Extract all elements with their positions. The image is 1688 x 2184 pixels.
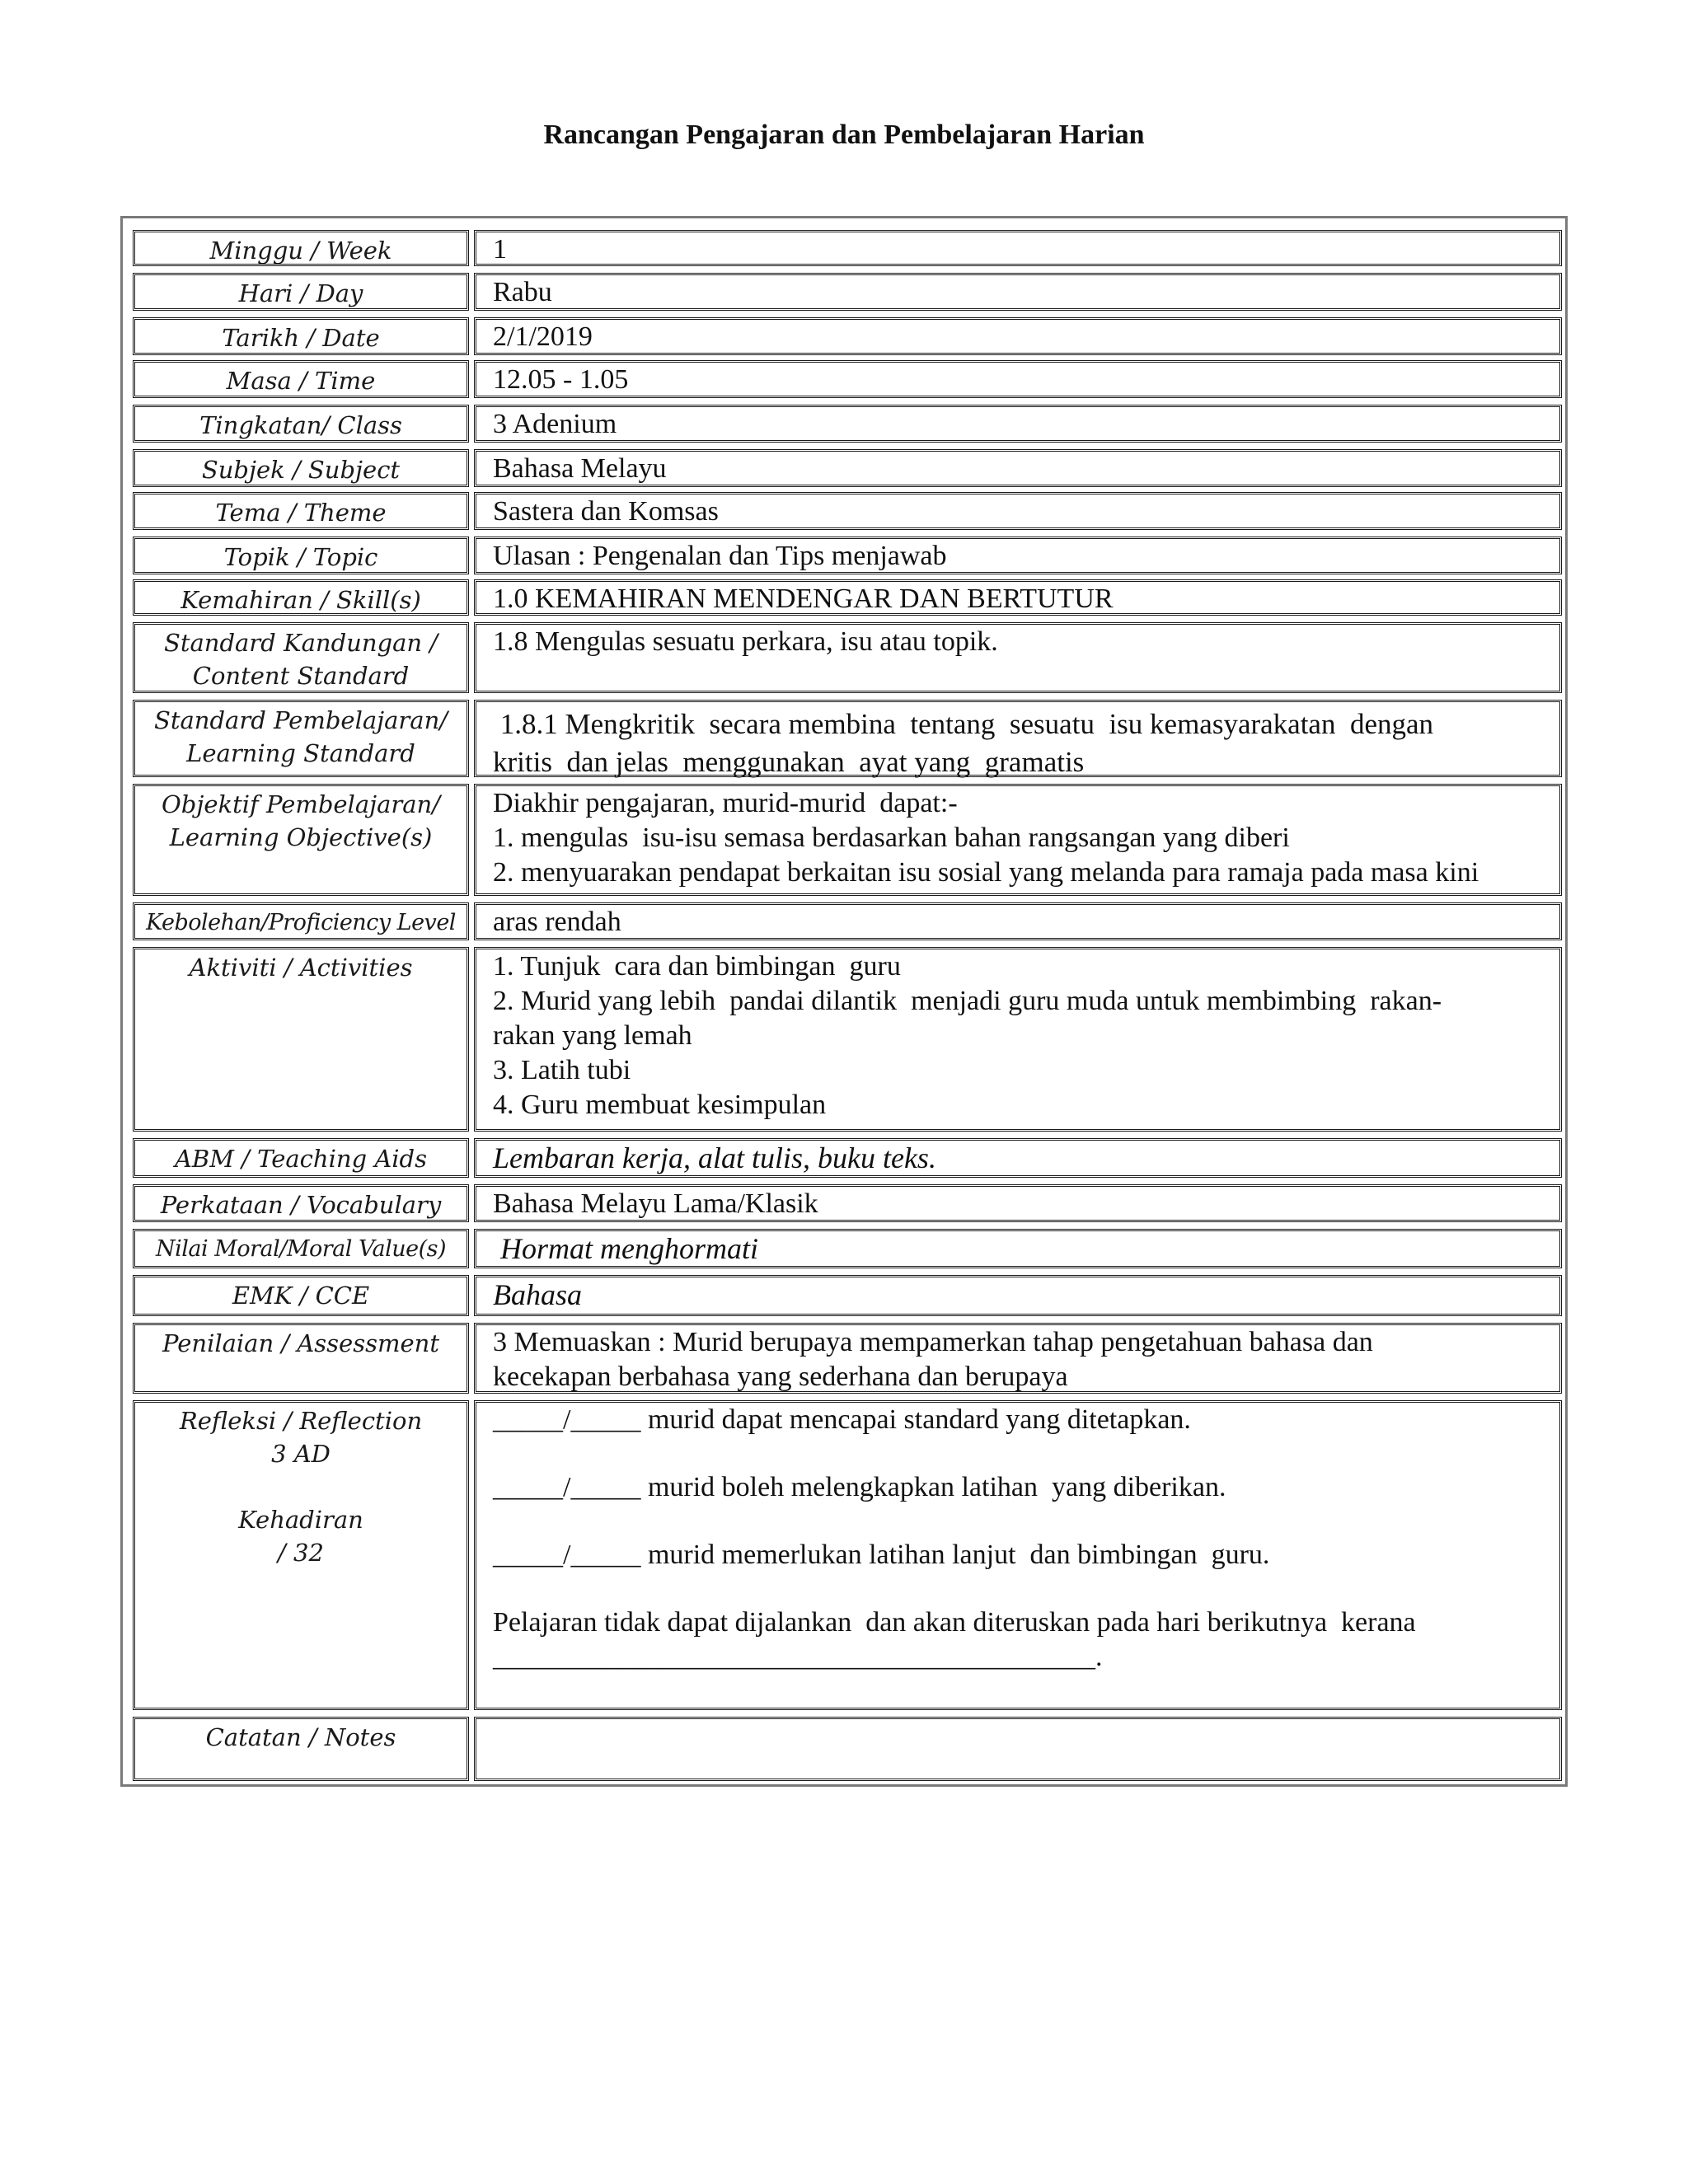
proficiency-label: Kebolehan/Proficiency Level — [133, 902, 469, 940]
reflection-line-5: ___________________________________________. — [493, 1642, 1103, 1672]
week-value: 1 — [474, 230, 1562, 266]
teaching-aids-label: ABM / Teaching Aids — [133, 1138, 469, 1178]
reflection-label — [133, 1400, 469, 1710]
date-value: 2/1/2019 — [474, 317, 1562, 355]
reflection-label-spacer — [135, 1470, 467, 1503]
assessment-value — [474, 1323, 1562, 1394]
class-label: Tingkatan/ Class — [133, 405, 469, 443]
objective-line-2: 1. mengulas isu-isu semasa berdasarkan bahan rangsangan yang diberi — [493, 823, 1290, 853]
reflection-label-line-2: 3 AD — [271, 1440, 331, 1468]
notes-value — [474, 1717, 1562, 1781]
row-date — [123, 317, 1565, 355]
row-time — [123, 360, 1565, 398]
reflection-spacer-1 — [493, 1437, 1559, 1470]
row-topic — [123, 537, 1565, 574]
row-skill — [123, 579, 1565, 616]
day-value: Rabu — [474, 273, 1562, 311]
row-theme — [123, 492, 1565, 530]
objective-label-line-1: Objektif Pembelajaran/ — [162, 790, 440, 818]
class-value: 3 Adenium — [474, 405, 1562, 443]
reflection-line-4: Pelajaran tidak dapat dijalankan dan akan diteruskan pada hari berikutnya kerana — [493, 1607, 1416, 1638]
objective-value — [474, 784, 1562, 896]
moral-value-value: Hormat menghormati — [474, 1229, 1562, 1268]
row-objective — [123, 784, 1565, 896]
learning-standard-value — [474, 700, 1562, 777]
reflection-label-line-3: Kehadiran — [238, 1506, 363, 1534]
learning-standard-line-2: kritis dan jelas menggunakan ayat yang gramatis — [493, 746, 1085, 778]
row-activities — [123, 947, 1565, 1132]
lesson-plan-table — [120, 216, 1568, 1787]
day-label: Hari / Day — [133, 273, 469, 311]
reflection-value — [474, 1400, 1562, 1710]
assessment-line-1: 3 Memuaskan : Murid berupaya mempamerkan tahap pengetahuan bahasa dan — [493, 1327, 1373, 1357]
row-subject — [123, 449, 1565, 487]
activities-line-4: 3. Latih tubi — [493, 1055, 631, 1085]
cce-label: EMK / CCE — [133, 1275, 469, 1316]
theme-value: Sastera dan Komsas — [474, 492, 1562, 530]
content-standard-value: 1.8 Mengulas sesuatu perkara, isu atau topik. — [474, 622, 1562, 693]
cce-value: Bahasa — [474, 1275, 1562, 1316]
content-standard-label — [133, 622, 469, 693]
row-class — [123, 405, 1565, 443]
time-value: 12.05 - 1.05 — [474, 360, 1562, 398]
assessment-line-2: kecekapan berbahasa yang sederhana dan berupaya — [493, 1361, 1068, 1392]
learning-standard-line-1: 1.8.1 Mengkritik secara membina tentang sesuatu isu kemasyarakatan dengan — [493, 708, 1434, 740]
row-vocabulary — [123, 1184, 1565, 1222]
reflection-label-line-4: / 32 — [278, 1539, 324, 1567]
row-proficiency — [123, 902, 1565, 940]
vocabulary-label: Perkataan / Vocabulary — [133, 1184, 469, 1222]
notes-label: Catatan / Notes — [133, 1717, 469, 1781]
learning-standard-label-line-1: Standard Pembelajaran/ — [153, 706, 448, 734]
date-label: Tarikh / Date — [133, 317, 469, 355]
assessment-label: Penilaian / Assessment — [133, 1323, 469, 1394]
activities-label: Aktiviti / Activities — [133, 947, 469, 1132]
reflection-spacer-3 — [493, 1572, 1559, 1605]
topic-label: Topik / Topic — [133, 537, 469, 574]
activities-line-2: 2. Murid yang lebih pandai dilantik menjadi guru muda untuk membimbing rakan- — [493, 986, 1442, 1016]
objective-line-3: 2. menyuarakan pendapat berkaitan isu sosial yang melanda para ramaja pada masa kini — [493, 857, 1479, 888]
content-standard-label-line-2: Content Standard — [192, 662, 410, 690]
document-title: Rancangan Pengajaran dan Pembelajaran Harian — [543, 120, 1145, 150]
subject-value: Bahasa Melayu — [474, 449, 1562, 487]
activities-line-1: 1. Tunjuk cara dan bimbingan guru — [493, 951, 901, 982]
reflection-line-1: _____/_____ murid dapat mencapai standard yang ditetapkan. — [493, 1404, 1191, 1435]
week-label: Minggu / Week — [133, 230, 469, 266]
skill-label: Kemahiran / Skill(s) — [133, 579, 469, 616]
reflection-label-line-1: Refleksi / Reflection — [179, 1407, 423, 1435]
objective-line-1: Diakhir pengajaran, murid-murid dapat:- — [493, 788, 958, 818]
learning-standard-label — [133, 700, 469, 777]
subject-label: Subjek / Subject — [133, 449, 469, 487]
row-notes — [123, 1717, 1565, 1781]
row-moral-value — [123, 1229, 1565, 1268]
row-learning-standard — [123, 700, 1565, 777]
time-label: Masa / Time — [133, 360, 469, 398]
reflection-line-2: _____/_____ murid boleh melengkapkan latihan yang diberikan. — [493, 1472, 1226, 1502]
teaching-aids-value: Lembaran kerja, alat tulis, buku teks. — [474, 1138, 1562, 1178]
activities-line-5: 4. Guru membuat kesimpulan — [493, 1090, 827, 1120]
row-content-standard — [123, 622, 1565, 693]
proficiency-value: aras rendah — [474, 902, 1562, 940]
reflection-spacer-2 — [493, 1505, 1559, 1538]
row-week — [123, 230, 1565, 266]
topic-value: Ulasan : Pengenalan dan Tips menjawab — [474, 537, 1562, 574]
row-assessment — [123, 1323, 1565, 1394]
moral-value-label: Nilai Moral/Moral Value(s) — [133, 1229, 469, 1268]
row-reflection — [123, 1400, 1565, 1710]
activities-value — [474, 947, 1562, 1132]
theme-label: Tema / Theme — [133, 492, 469, 530]
row-teaching-aids — [123, 1138, 1565, 1178]
objective-label — [133, 784, 469, 896]
learning-standard-label-line-2: Learning Standard — [186, 739, 415, 767]
row-day — [123, 273, 1565, 311]
skill-value: 1.0 KEMAHIRAN MENDENGAR DAN BERTUTUR — [474, 579, 1562, 616]
row-cce — [123, 1275, 1565, 1316]
activities-line-3: rakan yang lemah — [493, 1020, 692, 1051]
content-standard-label-line-1: Standard Kandungan / — [163, 629, 438, 657]
vocabulary-value: Bahasa Melayu Lama/Klasik — [474, 1184, 1562, 1222]
reflection-line-3: _____/_____ murid memerlukan latihan lanjut dan bimbingan guru. — [493, 1540, 1270, 1570]
objective-label-line-2: Learning Objective(s) — [169, 823, 433, 851]
